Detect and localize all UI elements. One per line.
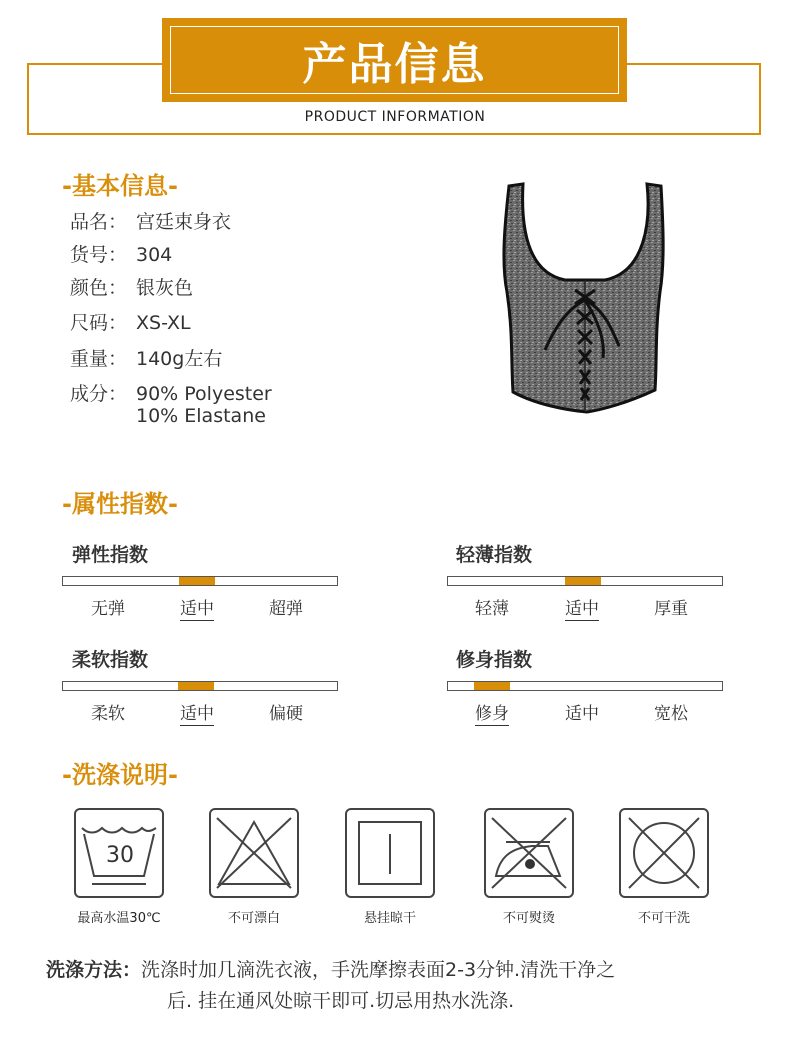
info-value: 140g左右 — [136, 348, 223, 370]
page-title: 产品信息 — [302, 39, 487, 90]
fit-label-mid: 适中 — [565, 704, 599, 724]
info-row-size — [70, 308, 191, 335]
info-value: 宫廷束身衣 — [136, 211, 232, 233]
attr-title-thickness: 轻薄指数 — [456, 544, 533, 566]
thickness-bar-marker — [565, 577, 601, 585]
composition-line-2: 10% Elastane — [136, 405, 266, 427]
info-key: 重量： — [70, 348, 128, 370]
thickness-label-high: 厚重 — [654, 599, 688, 619]
softness-label-high: 偏硬 — [269, 704, 303, 724]
info-key: 尺码： — [70, 312, 128, 334]
info-row-color — [70, 273, 193, 300]
info-value: 304 — [136, 244, 173, 266]
svg-text:30: 30 — [106, 843, 134, 868]
wash-30-label: 最高水温30℃ — [77, 911, 161, 926]
info-key: 颜色： — [70, 277, 128, 299]
info-value: 90% Polyester — [136, 383, 272, 405]
softness-label-mid: 适中 — [180, 704, 214, 724]
wash-method-key: 洗涤方法： — [46, 959, 142, 981]
info-row-weight — [70, 344, 222, 371]
softness-bar — [62, 681, 338, 691]
attr-title-softness: 柔软指数 — [72, 649, 149, 671]
no-dry-clean-icon — [619, 808, 709, 898]
attributes-heading: -属性指数- — [62, 490, 178, 518]
attr-title-fit: 修身指数 — [456, 649, 533, 671]
fit-label-slim: 修身 — [475, 704, 509, 724]
fit-label-loose: 宽松 — [654, 704, 688, 724]
softness-bar-marker — [178, 682, 214, 690]
info-row-name — [70, 207, 231, 234]
page-subtitle: PRODUCT INFORMATION — [304, 109, 486, 125]
elasticity-label-mid: 适中 — [180, 599, 214, 619]
softness-label-low: 柔软 — [91, 704, 125, 724]
attr-title-elasticity: 弹性指数 — [72, 544, 149, 566]
fit-bar-marker — [474, 682, 510, 690]
no-bleach-label: 不可漂白 — [227, 911, 280, 926]
fit-bar — [447, 681, 723, 691]
thickness-label-mid: 适中 — [565, 599, 599, 619]
no-dry-clean-label: 不可干洗 — [637, 911, 690, 926]
no-iron-icon — [484, 808, 574, 898]
info-value: 银灰色 — [136, 277, 194, 299]
info-row-composition — [70, 379, 272, 406]
elasticity-label-high: 超弹 — [269, 599, 303, 619]
wash-30-icon — [74, 808, 164, 898]
wash-method — [46, 954, 766, 986]
wash-heading: -洗涤说明- — [62, 761, 178, 789]
line-dry-icon — [345, 808, 435, 898]
header-rule-right — [627, 63, 761, 65]
wash-method-text-1: 洗涤时加几滴洗衣液，手洗摩擦表面2-3分钟.清洗干净之 — [141, 959, 616, 981]
title-banner — [162, 18, 627, 102]
no-bleach-icon — [209, 808, 299, 898]
info-key: 品名： — [70, 211, 128, 233]
elasticity-bar — [62, 576, 338, 586]
header-rule-left — [27, 63, 163, 65]
no-iron-label: 不可熨烫 — [502, 911, 555, 926]
info-key: 成分： — [70, 383, 128, 405]
elasticity-bar-marker — [179, 577, 215, 585]
line-dry-label: 悬挂晾干 — [363, 911, 416, 926]
elasticity-label-low: 无弹 — [91, 599, 125, 619]
basic-info-heading: -基本信息- — [62, 172, 178, 200]
wash-method-text-2: 后. 挂在通风处晾干即可.切忌用热水洗涤. — [167, 990, 515, 1012]
corset-product-image — [495, 182, 675, 414]
info-row-item-no — [70, 240, 172, 267]
title-inner-frame — [170, 26, 619, 94]
thickness-label-low: 轻薄 — [475, 599, 509, 619]
thickness-bar — [447, 576, 723, 586]
info-key: 货号： — [70, 244, 128, 266]
info-value: XS-XL — [136, 312, 191, 334]
